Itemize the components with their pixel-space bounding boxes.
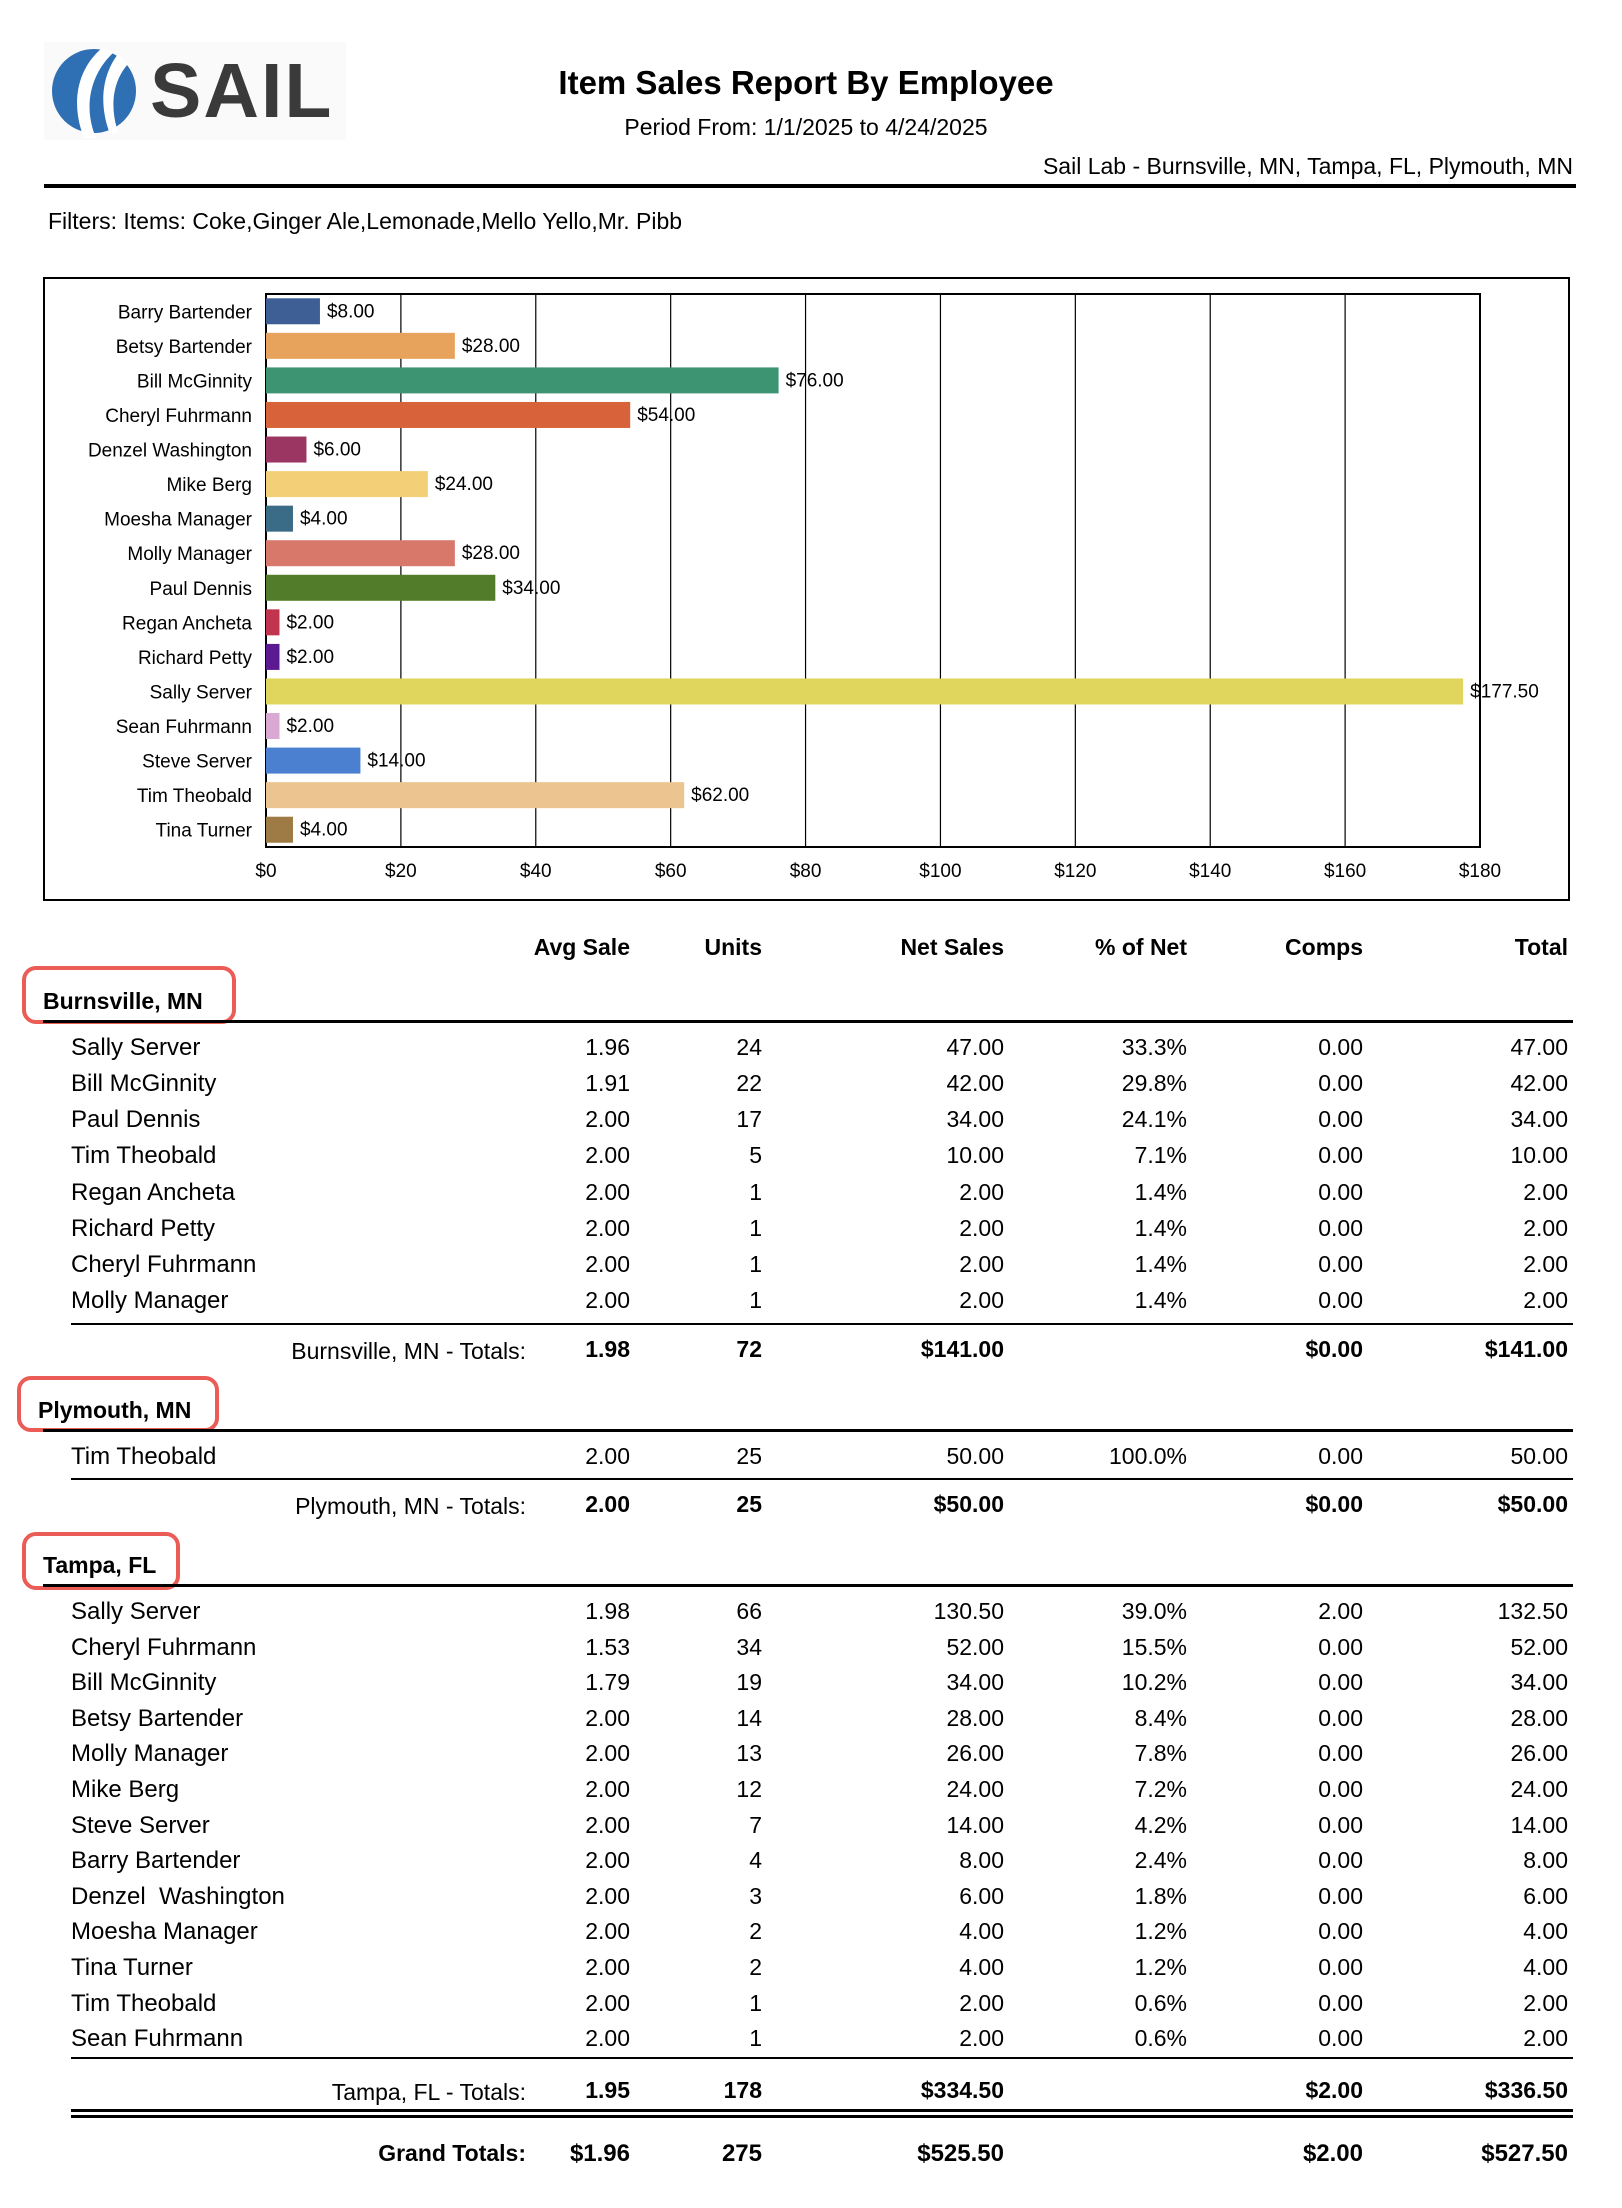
cell-units: 1 — [749, 1287, 762, 1313]
x-tick-label: $180 — [1458, 861, 1502, 882]
cell-net: 2.00 — [959, 1251, 1004, 1277]
cell-comps: 0.00 — [1318, 2025, 1363, 2051]
cell-total: 4.00 — [1523, 1918, 1568, 1944]
category-label: Mike Berg — [166, 475, 252, 497]
category-label: Tina Turner — [155, 820, 252, 842]
cell-pct: 0.6% — [1134, 2025, 1187, 2051]
cell-units: 2 — [749, 1954, 762, 1980]
cell-net: 50.00 — [946, 1443, 1004, 1469]
cell-net: 10.00 — [946, 1142, 1004, 1168]
header-units: Units — [704, 934, 762, 960]
cell-avg: 2.00 — [585, 1443, 630, 1469]
cell-comps: 0.00 — [1318, 1847, 1363, 1873]
total-avg: 1.98 — [585, 1336, 630, 1362]
cell-total: 24.00 — [1510, 1776, 1568, 1802]
cell-avg: 2.00 — [585, 1142, 630, 1168]
bar — [266, 402, 630, 428]
grand-total-comps: $2.00 — [1302, 2140, 1363, 2167]
employee-name: Mike Berg — [71, 1776, 180, 1803]
location-heading-tampa-fl: Tampa, FL — [43, 1552, 157, 1578]
cell-pct: 1.8% — [1134, 1883, 1187, 1909]
bar — [266, 575, 495, 601]
bar-value-label: $2.00 — [286, 646, 335, 668]
cell-avg: 2.00 — [585, 1918, 630, 1944]
cell-comps: 0.00 — [1318, 1287, 1363, 1313]
header-divider — [44, 184, 1576, 188]
bar-value-label: $34.00 — [502, 577, 561, 599]
cell-total: 10.00 — [1510, 1142, 1568, 1168]
bar-value-label: $2.00 — [286, 716, 335, 738]
bar — [266, 506, 293, 532]
cell-total: 132.50 — [1497, 1598, 1568, 1624]
x-tick-label: $0 — [255, 861, 277, 882]
cell-pct: 1.4% — [1134, 1287, 1187, 1313]
employee-name: Tim Theobald — [71, 1142, 217, 1169]
employee-name: Tim Theobald — [71, 1443, 217, 1470]
report-filters: Filters: Items: Coke,Ginger Ale,Lemonade,Mello Yello,Mr. Pibb — [48, 208, 683, 234]
cell-net: 28.00 — [946, 1705, 1004, 1731]
bar — [266, 298, 320, 324]
totals-divider — [71, 1323, 1573, 1325]
category-label: Molly Manager — [127, 544, 252, 566]
employee-name: Cheryl Fuhrmann — [71, 1251, 257, 1278]
cell-net: 2.00 — [959, 1990, 1004, 2016]
grand-total-total: $527.50 — [1481, 2140, 1568, 2167]
total-comps: $0.00 — [1305, 1336, 1363, 1362]
cell-total: 2.00 — [1523, 2025, 1568, 2051]
cell-avg: 1.53 — [585, 1634, 630, 1660]
cell-avg: 1.79 — [585, 1669, 630, 1695]
bar — [266, 333, 455, 359]
cell-total: 47.00 — [1510, 1034, 1568, 1060]
header-total: Total — [1514, 934, 1568, 960]
cell-total: 4.00 — [1523, 1954, 1568, 1980]
cell-comps: 0.00 — [1318, 1918, 1363, 1944]
cell-avg: 1.98 — [585, 1598, 630, 1624]
category-label: Bill McGinnity — [136, 371, 252, 393]
cell-pct: 1.2% — [1134, 1918, 1187, 1944]
cell-comps: 0.00 — [1318, 1776, 1363, 1802]
cell-avg: 1.91 — [585, 1070, 630, 1096]
category-label: Regan Ancheta — [122, 613, 252, 635]
section-divider — [43, 1429, 1573, 1432]
employee-name: Sean Fuhrmann — [71, 2025, 244, 2052]
cell-avg: 2.00 — [585, 1883, 630, 1909]
employee-name: Moesha Manager — [71, 1918, 258, 1945]
report-period: Period From: 1/1/2025 to 4/24/2025 — [624, 114, 988, 140]
employee-name: Steve Server — [71, 1812, 210, 1839]
cell-units: 1 — [749, 1251, 762, 1277]
cell-net: 34.00 — [946, 1106, 1004, 1132]
cell-units: 66 — [736, 1598, 762, 1624]
cell-avg: 2.00 — [585, 1990, 630, 2016]
x-tick-label: $60 — [654, 861, 687, 882]
bar-value-label: $8.00 — [326, 301, 375, 323]
total-total: $141.00 — [1484, 1336, 1568, 1362]
total-units: 72 — [736, 1336, 762, 1362]
employee-name: Sally Server — [71, 1598, 201, 1625]
category-label: Barry Bartender — [117, 302, 252, 324]
category-label: Richard Petty — [137, 647, 252, 669]
cell-units: 34 — [736, 1634, 762, 1660]
cell-total: 34.00 — [1510, 1669, 1568, 1695]
cell-pct: 1.4% — [1134, 1251, 1187, 1277]
cell-net: 8.00 — [959, 1847, 1004, 1873]
section-totals-label: Plymouth, MN - Totals: — [295, 1493, 526, 1519]
cell-total: 50.00 — [1510, 1443, 1568, 1469]
cell-comps: 0.00 — [1318, 1954, 1363, 1980]
cell-pct: 24.1% — [1121, 1106, 1187, 1132]
cell-total: 2.00 — [1523, 1990, 1568, 2016]
category-label: Denzel Washington — [87, 440, 252, 462]
cell-comps: 0.00 — [1318, 1142, 1363, 1168]
cell-units: 22 — [736, 1070, 762, 1096]
category-label: Betsy Bartender — [115, 336, 252, 358]
cell-net: 42.00 — [946, 1070, 1004, 1096]
cell-total: 28.00 — [1510, 1705, 1568, 1731]
bar — [266, 678, 1463, 704]
category-label: Cheryl Fuhrmann — [105, 405, 252, 427]
cell-units: 13 — [736, 1740, 762, 1766]
cell-units: 25 — [736, 1443, 762, 1469]
section-totals-label: Tampa, FL - Totals: — [331, 2079, 526, 2105]
cell-total: 14.00 — [1510, 1812, 1568, 1838]
section-totals-label: Burnsville, MN - Totals: — [291, 1338, 526, 1364]
cell-pct: 33.3% — [1121, 1034, 1187, 1060]
cell-units: 14 — [736, 1705, 762, 1731]
section-divider — [43, 1020, 1573, 1023]
cell-net: 2.00 — [959, 1179, 1004, 1205]
section-divider — [43, 1584, 1573, 1587]
cell-net: 2.00 — [959, 2025, 1004, 2051]
bar — [266, 609, 279, 635]
cell-net: 2.00 — [959, 1215, 1004, 1241]
cell-net: 14.00 — [946, 1812, 1004, 1838]
cell-comps: 0.00 — [1318, 1443, 1363, 1469]
bar-value-label: $6.00 — [313, 439, 362, 461]
bar — [266, 782, 684, 808]
total-net: $334.50 — [920, 2077, 1004, 2103]
cell-units: 1 — [749, 2025, 762, 2051]
report-stores: Sail Lab - Burnsville, MN, Tampa, FL, Plymouth, MN — [1042, 153, 1573, 179]
bar — [266, 540, 455, 566]
grand-totals-divider — [71, 2109, 1573, 2118]
cell-units: 12 — [736, 1776, 762, 1802]
category-label: Tim Theobald — [136, 786, 252, 808]
totals-divider — [71, 1478, 1573, 1480]
bar — [266, 817, 293, 843]
header-comps: Comps — [1285, 934, 1363, 960]
x-tick-label: $80 — [789, 861, 822, 882]
cell-comps: 0.00 — [1318, 1634, 1363, 1660]
cell-total: 2.00 — [1523, 1179, 1568, 1205]
cell-comps: 0.00 — [1318, 1705, 1363, 1731]
cell-pct: 100.0% — [1108, 1443, 1187, 1469]
cell-total: 42.00 — [1510, 1070, 1568, 1096]
x-tick-label: $120 — [1054, 861, 1097, 882]
bar — [266, 644, 279, 670]
total-avg: 2.00 — [585, 1491, 630, 1517]
cell-pct: 4.2% — [1134, 1812, 1187, 1838]
cell-avg: 2.00 — [585, 1847, 630, 1873]
cell-comps: 0.00 — [1318, 1034, 1363, 1060]
cell-avg: 2.00 — [585, 1106, 630, 1132]
cell-comps: 0.00 — [1318, 1883, 1363, 1909]
cell-pct: 39.0% — [1121, 1598, 1187, 1624]
cell-comps: 0.00 — [1318, 1070, 1363, 1096]
header-pct-of-net: % of Net — [1095, 934, 1187, 960]
x-tick-label: $40 — [519, 861, 552, 882]
cell-units: 4 — [749, 1847, 762, 1873]
cell-total: 26.00 — [1510, 1740, 1568, 1766]
cell-net: 26.00 — [946, 1740, 1004, 1766]
employee-name: Betsy Bartender — [71, 1705, 244, 1732]
total-units: 178 — [723, 2077, 762, 2103]
cell-net: 4.00 — [959, 1918, 1004, 1944]
cell-pct: 8.4% — [1134, 1705, 1187, 1731]
cell-avg: 2.00 — [585, 1705, 630, 1731]
x-tick-label: $140 — [1189, 861, 1232, 882]
bar — [266, 748, 360, 774]
cell-net: 24.00 — [946, 1776, 1004, 1802]
cell-pct: 10.2% — [1121, 1669, 1187, 1695]
employee-name: Richard Petty — [71, 1215, 216, 1242]
cell-units: 5 — [749, 1142, 762, 1168]
cell-net: 52.00 — [946, 1634, 1004, 1660]
cell-total: 2.00 — [1523, 1215, 1568, 1241]
employee-name: Regan Ancheta — [71, 1179, 236, 1206]
bar-value-label: $28.00 — [461, 543, 520, 565]
cell-total: 52.00 — [1510, 1634, 1568, 1660]
bar-value-label: $4.00 — [299, 819, 348, 841]
cell-total: 6.00 — [1523, 1883, 1568, 1909]
bar — [266, 437, 306, 463]
cell-avg: 2.00 — [585, 2025, 630, 2051]
cell-comps: 2.00 — [1318, 1598, 1363, 1624]
cell-avg: 2.00 — [585, 1215, 630, 1241]
header-avg-sale: Avg Sale — [533, 934, 630, 960]
cell-units: 7 — [749, 1812, 762, 1838]
cell-comps: 0.00 — [1318, 1990, 1363, 2016]
report-title: Item Sales Report By Employee — [558, 64, 1054, 101]
total-units: 25 — [736, 1491, 762, 1517]
cell-pct: 29.8% — [1121, 1070, 1187, 1096]
bar-value-label: $4.00 — [299, 508, 348, 530]
bar — [266, 367, 779, 393]
cell-pct: 0.6% — [1134, 1990, 1187, 2016]
employee-name: Molly Manager — [71, 1287, 229, 1314]
cell-pct: 1.2% — [1134, 1954, 1187, 1980]
cell-net: 130.50 — [933, 1598, 1004, 1624]
cell-total: 8.00 — [1523, 1847, 1568, 1873]
cell-avg: 2.00 — [585, 1812, 630, 1838]
bar-value-label: $177.50 — [1470, 681, 1539, 703]
employee-name: Bill McGinnity — [71, 1070, 217, 1097]
cell-avg: 1.96 — [585, 1034, 630, 1060]
bar-value-label: $28.00 — [461, 335, 520, 357]
header-net-sales: Net Sales — [900, 934, 1004, 960]
cell-net: 4.00 — [959, 1954, 1004, 1980]
employee-name: Paul Dennis — [71, 1106, 201, 1133]
cell-net: 6.00 — [959, 1883, 1004, 1909]
cell-pct: 2.4% — [1134, 1847, 1187, 1873]
total-comps: $2.00 — [1305, 2077, 1363, 2103]
cell-avg: 2.00 — [585, 1179, 630, 1205]
total-avg: 1.95 — [585, 2077, 630, 2103]
bar-value-label: $24.00 — [434, 474, 493, 496]
total-total: $336.50 — [1484, 2077, 1568, 2103]
cell-comps: 0.00 — [1318, 1106, 1363, 1132]
cell-total: 2.00 — [1523, 1251, 1568, 1277]
location-heading-burnsville-mn: Burnsville, MN — [43, 988, 203, 1014]
cell-net: 2.00 — [959, 1287, 1004, 1313]
cell-units: 1 — [749, 1215, 762, 1241]
employee-name: Bill McGinnity — [71, 1669, 217, 1696]
employee-name: Cheryl Fuhrmann — [71, 1634, 257, 1661]
total-net: $141.00 — [920, 1336, 1004, 1362]
cell-comps: 0.00 — [1318, 1669, 1363, 1695]
cell-avg: 2.00 — [585, 1740, 630, 1766]
category-label: Sean Fuhrmann — [115, 717, 252, 739]
cell-comps: 0.00 — [1318, 1740, 1363, 1766]
total-total: $50.00 — [1497, 1491, 1568, 1517]
cell-avg: 2.00 — [585, 1287, 630, 1313]
employee-sales-chart — [43, 277, 1570, 901]
grand-totals-label: Grand Totals: — [378, 2140, 526, 2166]
cell-units: 3 — [749, 1883, 762, 1909]
x-tick-label: $20 — [385, 861, 417, 882]
cell-total: 34.00 — [1510, 1106, 1568, 1132]
employee-name: Sally Server — [71, 1034, 201, 1061]
category-label: Paul Dennis — [149, 578, 252, 600]
cell-avg: 2.00 — [585, 1954, 630, 1980]
cell-total: 2.00 — [1523, 1287, 1568, 1313]
cell-comps: 0.00 — [1318, 1251, 1363, 1277]
grand-total-avg: $1.96 — [569, 2140, 630, 2167]
employee-name: Tim Theobald — [71, 1990, 217, 2017]
cell-pct: 1.4% — [1134, 1179, 1187, 1205]
cell-pct: 15.5% — [1121, 1634, 1187, 1660]
grand-total-units: 275 — [721, 2140, 762, 2167]
cell-units: 24 — [736, 1034, 762, 1060]
bar — [266, 471, 428, 497]
bar-value-label: $62.00 — [691, 785, 750, 807]
total-comps: $0.00 — [1305, 1491, 1363, 1517]
bar — [266, 713, 279, 739]
cell-units: 1 — [749, 1990, 762, 2016]
total-net: $50.00 — [933, 1491, 1004, 1517]
employee-name: Tina Turner — [71, 1954, 193, 1981]
cell-comps: 0.00 — [1318, 1812, 1363, 1838]
cell-net: 34.00 — [946, 1669, 1004, 1695]
bar-value-label: $76.00 — [785, 370, 844, 392]
bar-value-label: $14.00 — [367, 750, 426, 772]
cell-net: 47.00 — [946, 1034, 1004, 1060]
bar-value-label: $2.00 — [286, 612, 335, 634]
logo-wordmark: SAIL — [150, 48, 334, 134]
category-label: Steve Server — [142, 751, 252, 773]
employee-name: Molly Manager — [71, 1740, 229, 1767]
totals-divider — [71, 2057, 1573, 2059]
cell-comps: 0.00 — [1318, 1179, 1363, 1205]
cell-units: 1 — [749, 1179, 762, 1205]
cell-units: 19 — [736, 1669, 762, 1695]
cell-pct: 7.2% — [1134, 1776, 1187, 1802]
employee-name: Barry Bartender — [71, 1847, 241, 1874]
cell-pct: 7.1% — [1134, 1142, 1187, 1168]
cell-avg: 2.00 — [585, 1251, 630, 1277]
x-tick-label: $100 — [919, 861, 962, 882]
employee-name: Denzel Washington — [71, 1883, 285, 1910]
x-tick-label: $160 — [1323, 861, 1367, 882]
cell-units: 2 — [749, 1918, 762, 1944]
cell-avg: 2.00 — [585, 1776, 630, 1802]
category-label: Sally Server — [149, 682, 252, 704]
cell-pct: 7.8% — [1134, 1740, 1187, 1766]
cell-pct: 1.4% — [1134, 1215, 1187, 1241]
cell-units: 17 — [736, 1106, 762, 1132]
location-heading-plymouth-mn: Plymouth, MN — [38, 1397, 192, 1423]
grand-total-net: $525.50 — [917, 2140, 1004, 2167]
category-label: Moesha Manager — [104, 509, 252, 531]
bar-value-label: $54.00 — [637, 404, 696, 426]
cell-comps: 0.00 — [1318, 1215, 1363, 1241]
